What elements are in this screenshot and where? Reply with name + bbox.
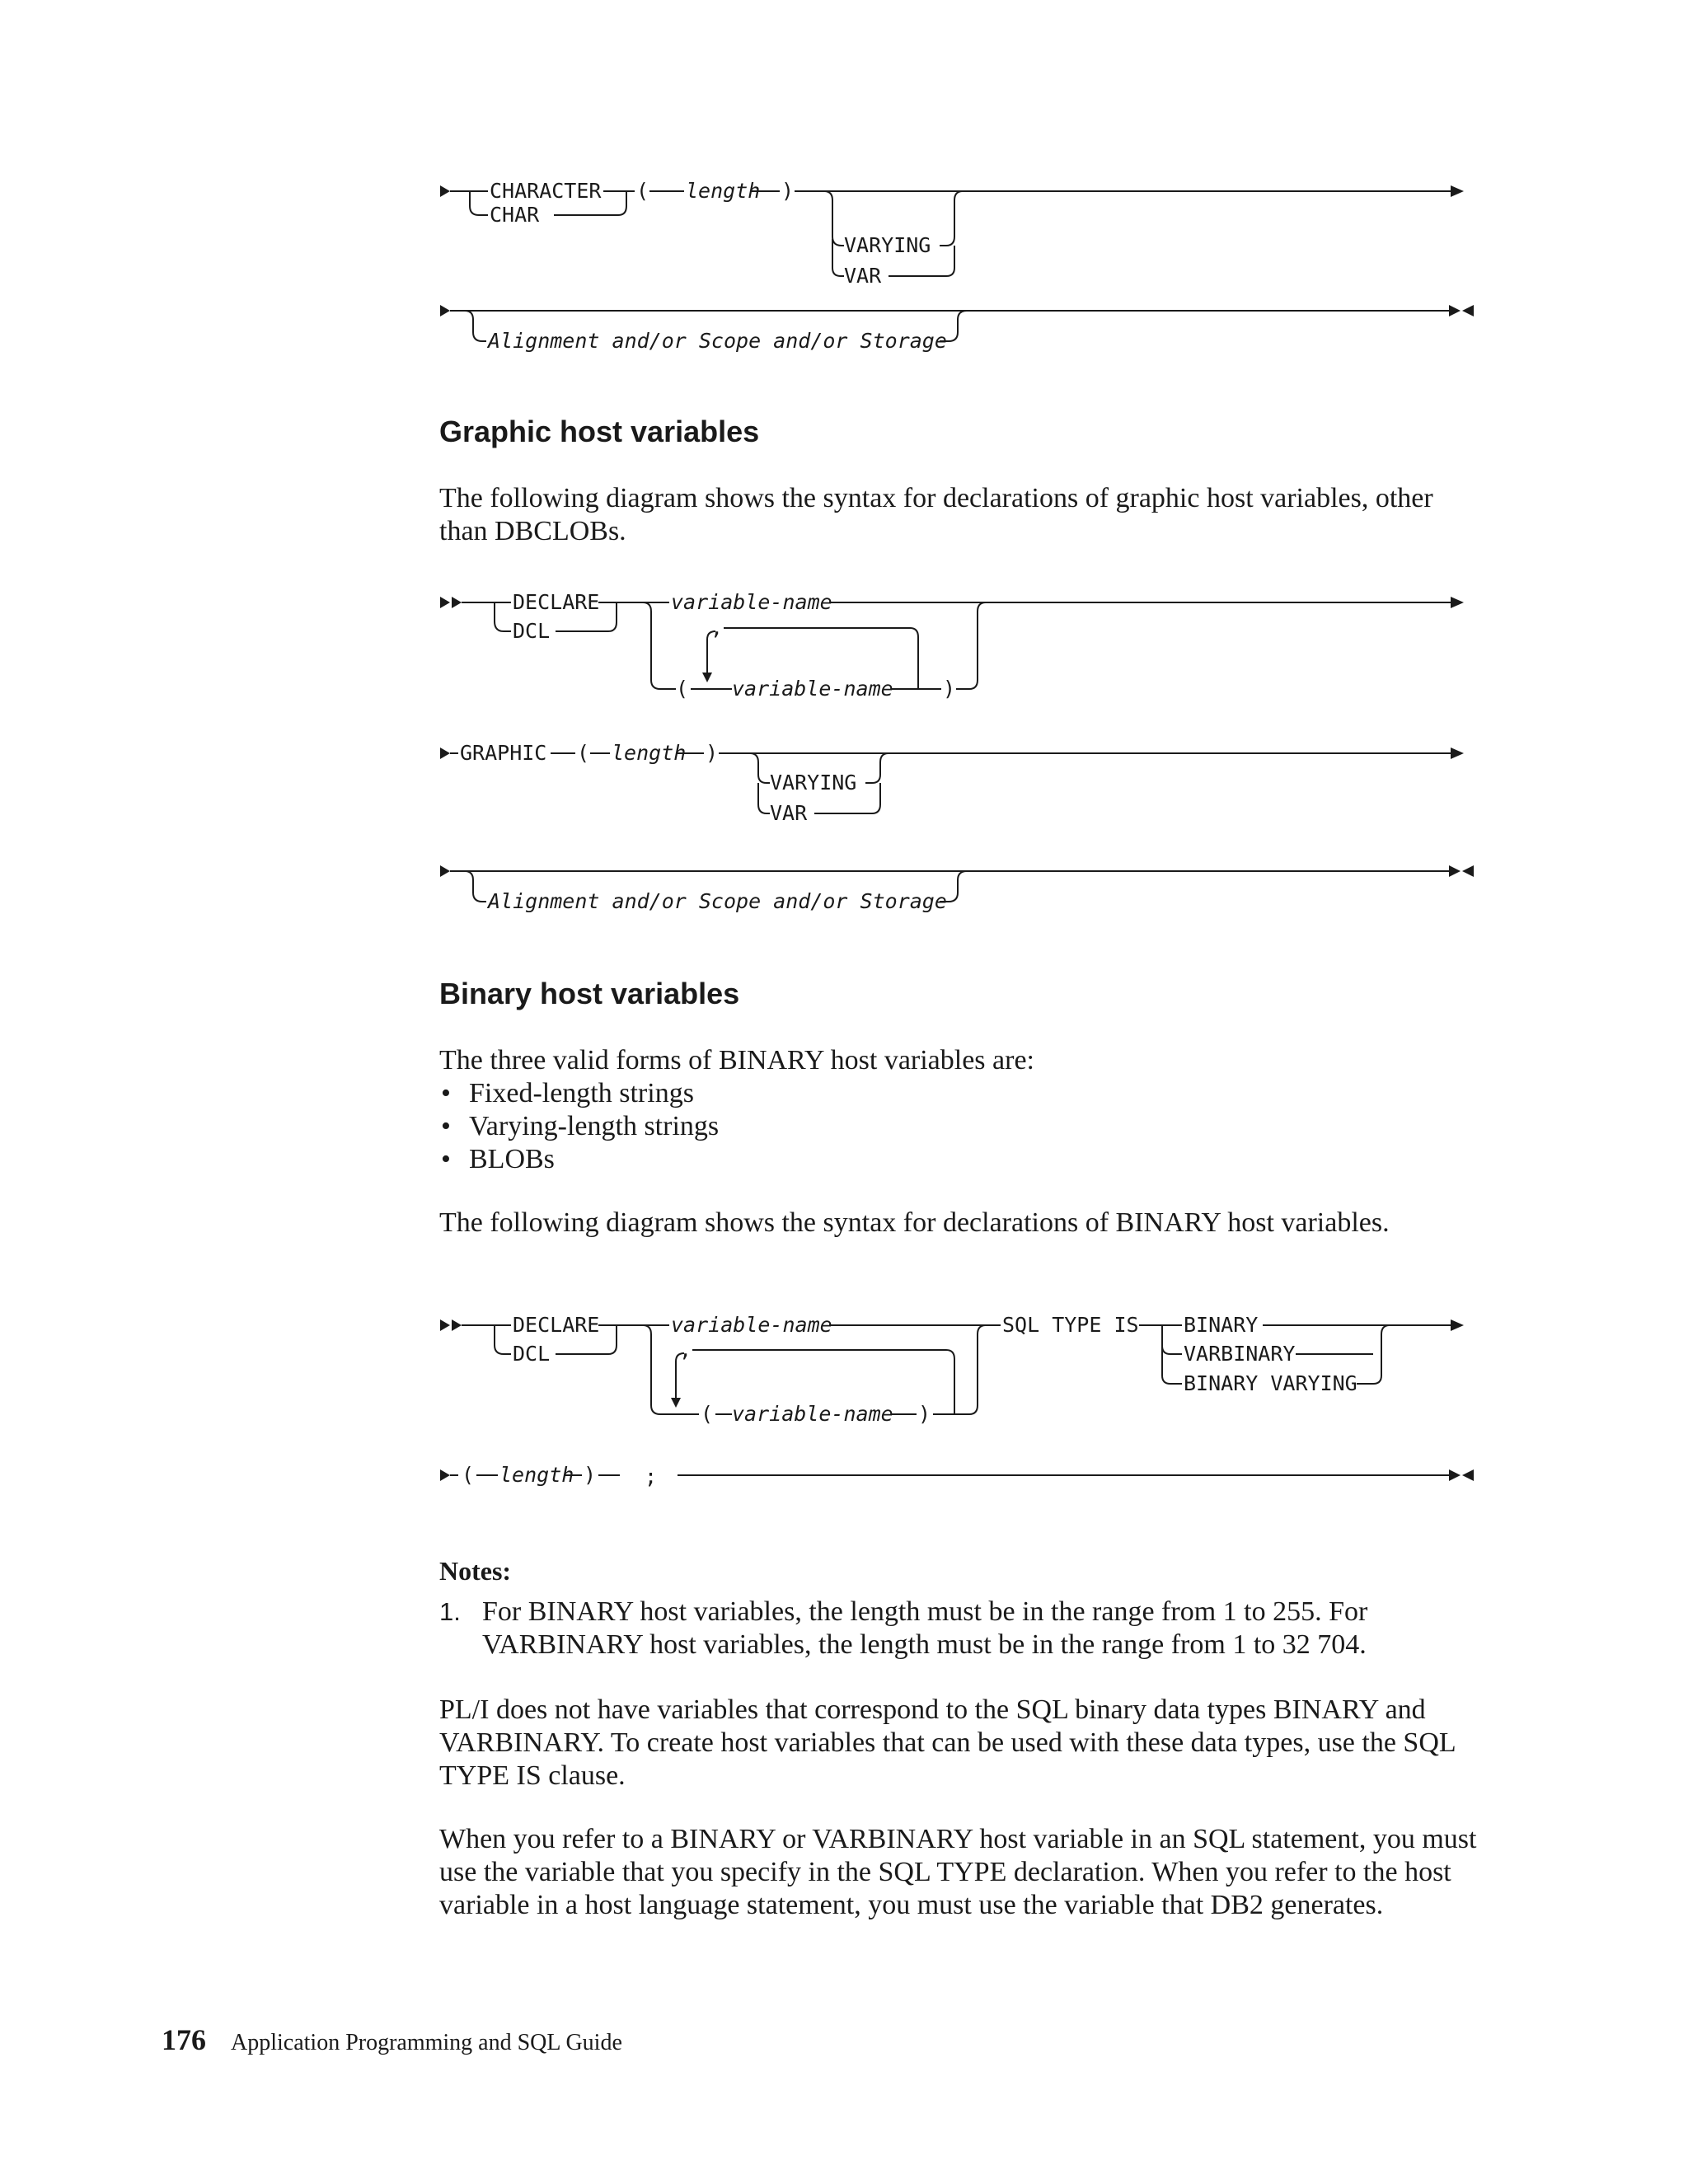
note-number: 1.: [439, 1597, 461, 1626]
length-param: length: [612, 741, 687, 765]
continue-arrow-icon: [1451, 748, 1464, 759]
continue-arrow-icon: [440, 748, 450, 759]
kw-graphic: GRAPHIC: [460, 741, 547, 765]
length-param: length: [686, 179, 761, 203]
end-arrow-icon: [1462, 1469, 1474, 1481]
list-item: • Varying-length strings: [439, 1110, 1478, 1143]
end-arrow-icon: [1462, 865, 1474, 877]
binary-reference-paragraph: [439, 1823, 1478, 1922]
start-arrow-icon: [440, 1319, 450, 1331]
variable-name: variable-name: [732, 1402, 893, 1426]
length-param: length: [499, 1463, 574, 1487]
binary-diagram-intro-text: The following diagram shows the syntax for declarations of BINARY host variables.: [439, 1207, 1390, 1238]
kw-dcl: DCL: [513, 1342, 551, 1366]
continue-arrow-icon: [1451, 1319, 1464, 1331]
kw-varying: VARYING: [770, 771, 857, 794]
section-heading-graphic: Graphic host variables: [439, 415, 760, 448]
page-number: 176: [162, 2023, 206, 2056]
variable-name: variable-name: [671, 1313, 832, 1337]
end-arrow-icon: [1449, 305, 1461, 316]
binary-intro-text: The three valid forms of BINARY host variables are:: [439, 1045, 1034, 1076]
continue-arrow-icon: [440, 1469, 450, 1481]
notes: [439, 1596, 1478, 1661]
kw-char: CHAR: [490, 203, 540, 227]
close-paren: ): [706, 741, 719, 765]
continue-arrow-icon: [440, 305, 450, 316]
repeat-arrow-icon: [671, 1398, 681, 1408]
close-paren: ): [918, 1402, 931, 1426]
end-arrow-icon: [1449, 865, 1461, 877]
repeat-arrow-icon: [702, 673, 712, 682]
comma-separator: ,: [679, 1338, 692, 1361]
note-item: [439, 1596, 1478, 1661]
list-item: • BLOBs: [439, 1143, 1478, 1176]
graphic-syntax-diagram: [429, 577, 1475, 923]
options-param: Alignment and/or Scope and/or Storage: [488, 329, 947, 353]
close-paren: ): [943, 677, 956, 701]
binary-syntax-diagram: [429, 1301, 1475, 1498]
graphic-intro: [439, 482, 1478, 548]
kw-binary-varying: BINARY VARYING: [1184, 1371, 1357, 1395]
end-arrow-icon: [1449, 1469, 1461, 1481]
book-title: Application Programming and SQL Guide: [231, 2030, 622, 2055]
continue-arrow-icon: [440, 865, 450, 877]
continue-arrow-icon: [1451, 597, 1464, 608]
note-text: For BINARY host variables, the length must be in the range from 1 to 255. For VARBINARY host variables, the length must be in the range from 1 to 32 704.: [482, 1596, 1368, 1660]
open-paren: (: [462, 1463, 475, 1487]
notes-title: Notes:: [439, 1556, 512, 1586]
list-item: • Fixed-length strings: [439, 1077, 1478, 1110]
open-paren: (: [636, 179, 649, 203]
paragraph-text: When you refer to a BINARY or VARBINARY host variable in an SQL statement, you must use the variable that you specify in the SQL TYPE declaration. When you refer to the host variable in a host language statement, you must use the variable that DB2 generates.: [439, 1824, 1477, 1920]
open-paren: (: [577, 741, 590, 765]
close-paren: ): [584, 1463, 597, 1487]
start-arrow-icon: [440, 597, 450, 608]
kw-sql-type-is: SQL TYPE IS: [1002, 1313, 1139, 1337]
page-footer: [162, 2022, 622, 2057]
semicolon: ;: [645, 1465, 658, 1488]
variable-name: variable-name: [671, 590, 832, 614]
kw-declare: DECLARE: [513, 590, 600, 614]
start-arrow-icon: [452, 597, 462, 608]
open-paren: (: [676, 677, 689, 701]
start-arrow-icon: [440, 185, 450, 197]
end-arrow-icon: [1462, 305, 1474, 316]
binary-diagram-intro: [439, 1207, 1395, 1240]
kw-binary: BINARY: [1184, 1313, 1259, 1337]
kw-character: CHARACTER: [490, 179, 602, 203]
section-heading-binary: Binary host variables: [439, 977, 740, 1010]
start-arrow-icon: [452, 1319, 462, 1331]
graphic-intro-text: The following diagram shows the syntax for declarations of graphic host variables, other than DBCLOBs.: [439, 483, 1433, 546]
options-param: Alignment and/or Scope and/or Storage: [488, 889, 947, 913]
binary-types-paragraph: [439, 1694, 1461, 1793]
binary-forms-list: [439, 1077, 1478, 1176]
binary-intro: [439, 1044, 1478, 1176]
kw-dcl: DCL: [513, 619, 551, 643]
continue-arrow-icon: [1451, 185, 1464, 197]
kw-declare: DECLARE: [513, 1313, 600, 1337]
open-paren: (: [701, 1402, 714, 1426]
close-paren: ): [781, 179, 795, 203]
character-syntax-diagram: [429, 161, 1475, 359]
paragraph-text: PL/I does not have variables that correspond to the SQL binary data types BINARY and VARBINARY. To create host variables that can be used with these data types, use the SQL TYPE IS clause.: [439, 1694, 1456, 1791]
kw-var: VAR: [770, 801, 808, 825]
notes-list: [439, 1596, 1478, 1661]
variable-name: variable-name: [732, 677, 893, 701]
kw-varying: VARYING: [844, 233, 931, 257]
kw-varbinary: VARBINARY: [1184, 1342, 1296, 1366]
comma-separator: ,: [710, 616, 724, 640]
kw-var: VAR: [844, 264, 882, 288]
